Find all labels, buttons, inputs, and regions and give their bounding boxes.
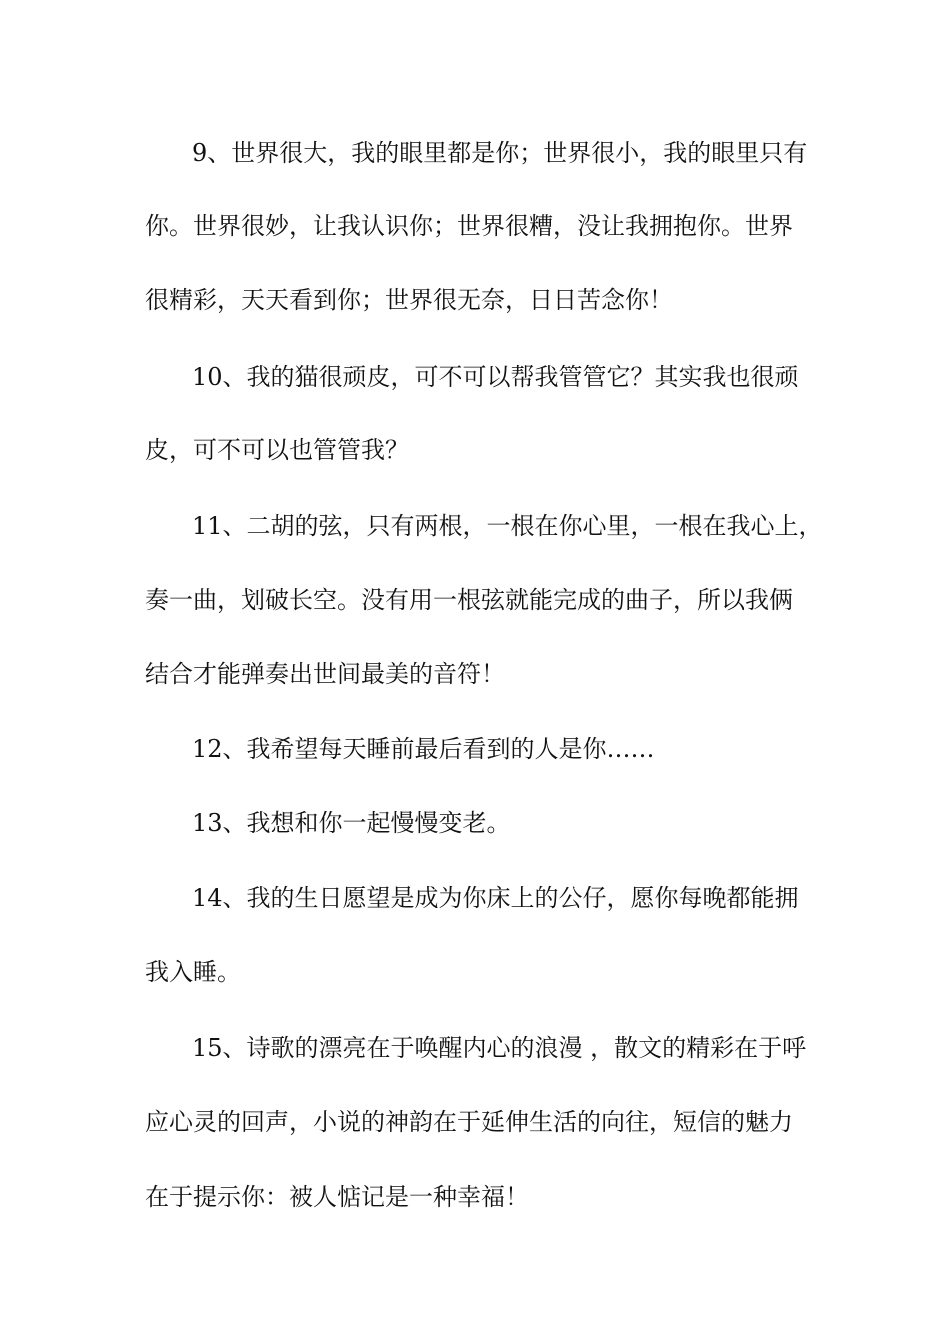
paragraph-9-line-2: 你。世界很妙，让我认识你；世界很糟，没让我拥抱你。世界 xyxy=(145,212,793,240)
paragraph-14-line-2: 我入睡。 xyxy=(145,958,241,986)
paragraph-11-line-1: 11、二胡的弦，只有两根，一根在你心里，一根在我心上， xyxy=(192,512,823,540)
paragraph-11-line-2: 奏一曲，划破长空。没有用一根弦就能完成的曲子，所以我俩 xyxy=(145,586,793,614)
paragraph-9-line-1: 9、世界很大，我的眼里都是你；世界很小，我的眼里只有 xyxy=(192,139,808,167)
paragraph-15-line-3: 在于提示你：被人惦记是一种幸福！ xyxy=(145,1183,529,1211)
paragraph-9-line-3: 很精彩，天天看到你；世界很无奈，日日苦念你！ xyxy=(145,286,673,314)
paragraph-15-line-2: 应心灵的回声，小说的神韵在于延伸生活的向往，短信的魅力 xyxy=(145,1108,793,1136)
paragraph-14-line-1: 14、我的生日愿望是成为你床上的公仔，愿你每晚都能拥 xyxy=(192,884,799,912)
paragraph-11-line-3: 结合才能弹奏出世间最美的音符！ xyxy=(145,660,505,688)
paragraph-13-line-1: 13、我想和你一起慢慢变老。 xyxy=(192,809,511,837)
paragraph-12-line-1: 12、我希望每天睡前最后看到的人是你…… xyxy=(192,735,655,763)
paragraph-10-line-1: 10、我的猫很顽皮，可不可以帮我管管它？其实我也很顽 xyxy=(192,363,799,391)
paragraph-15-line-1: 15、诗歌的漂亮在于唤醒内心的浪漫 ，散文的精彩在于呼 xyxy=(192,1034,807,1062)
paragraph-10-line-2: 皮，可不可以也管管我？ xyxy=(145,436,409,464)
